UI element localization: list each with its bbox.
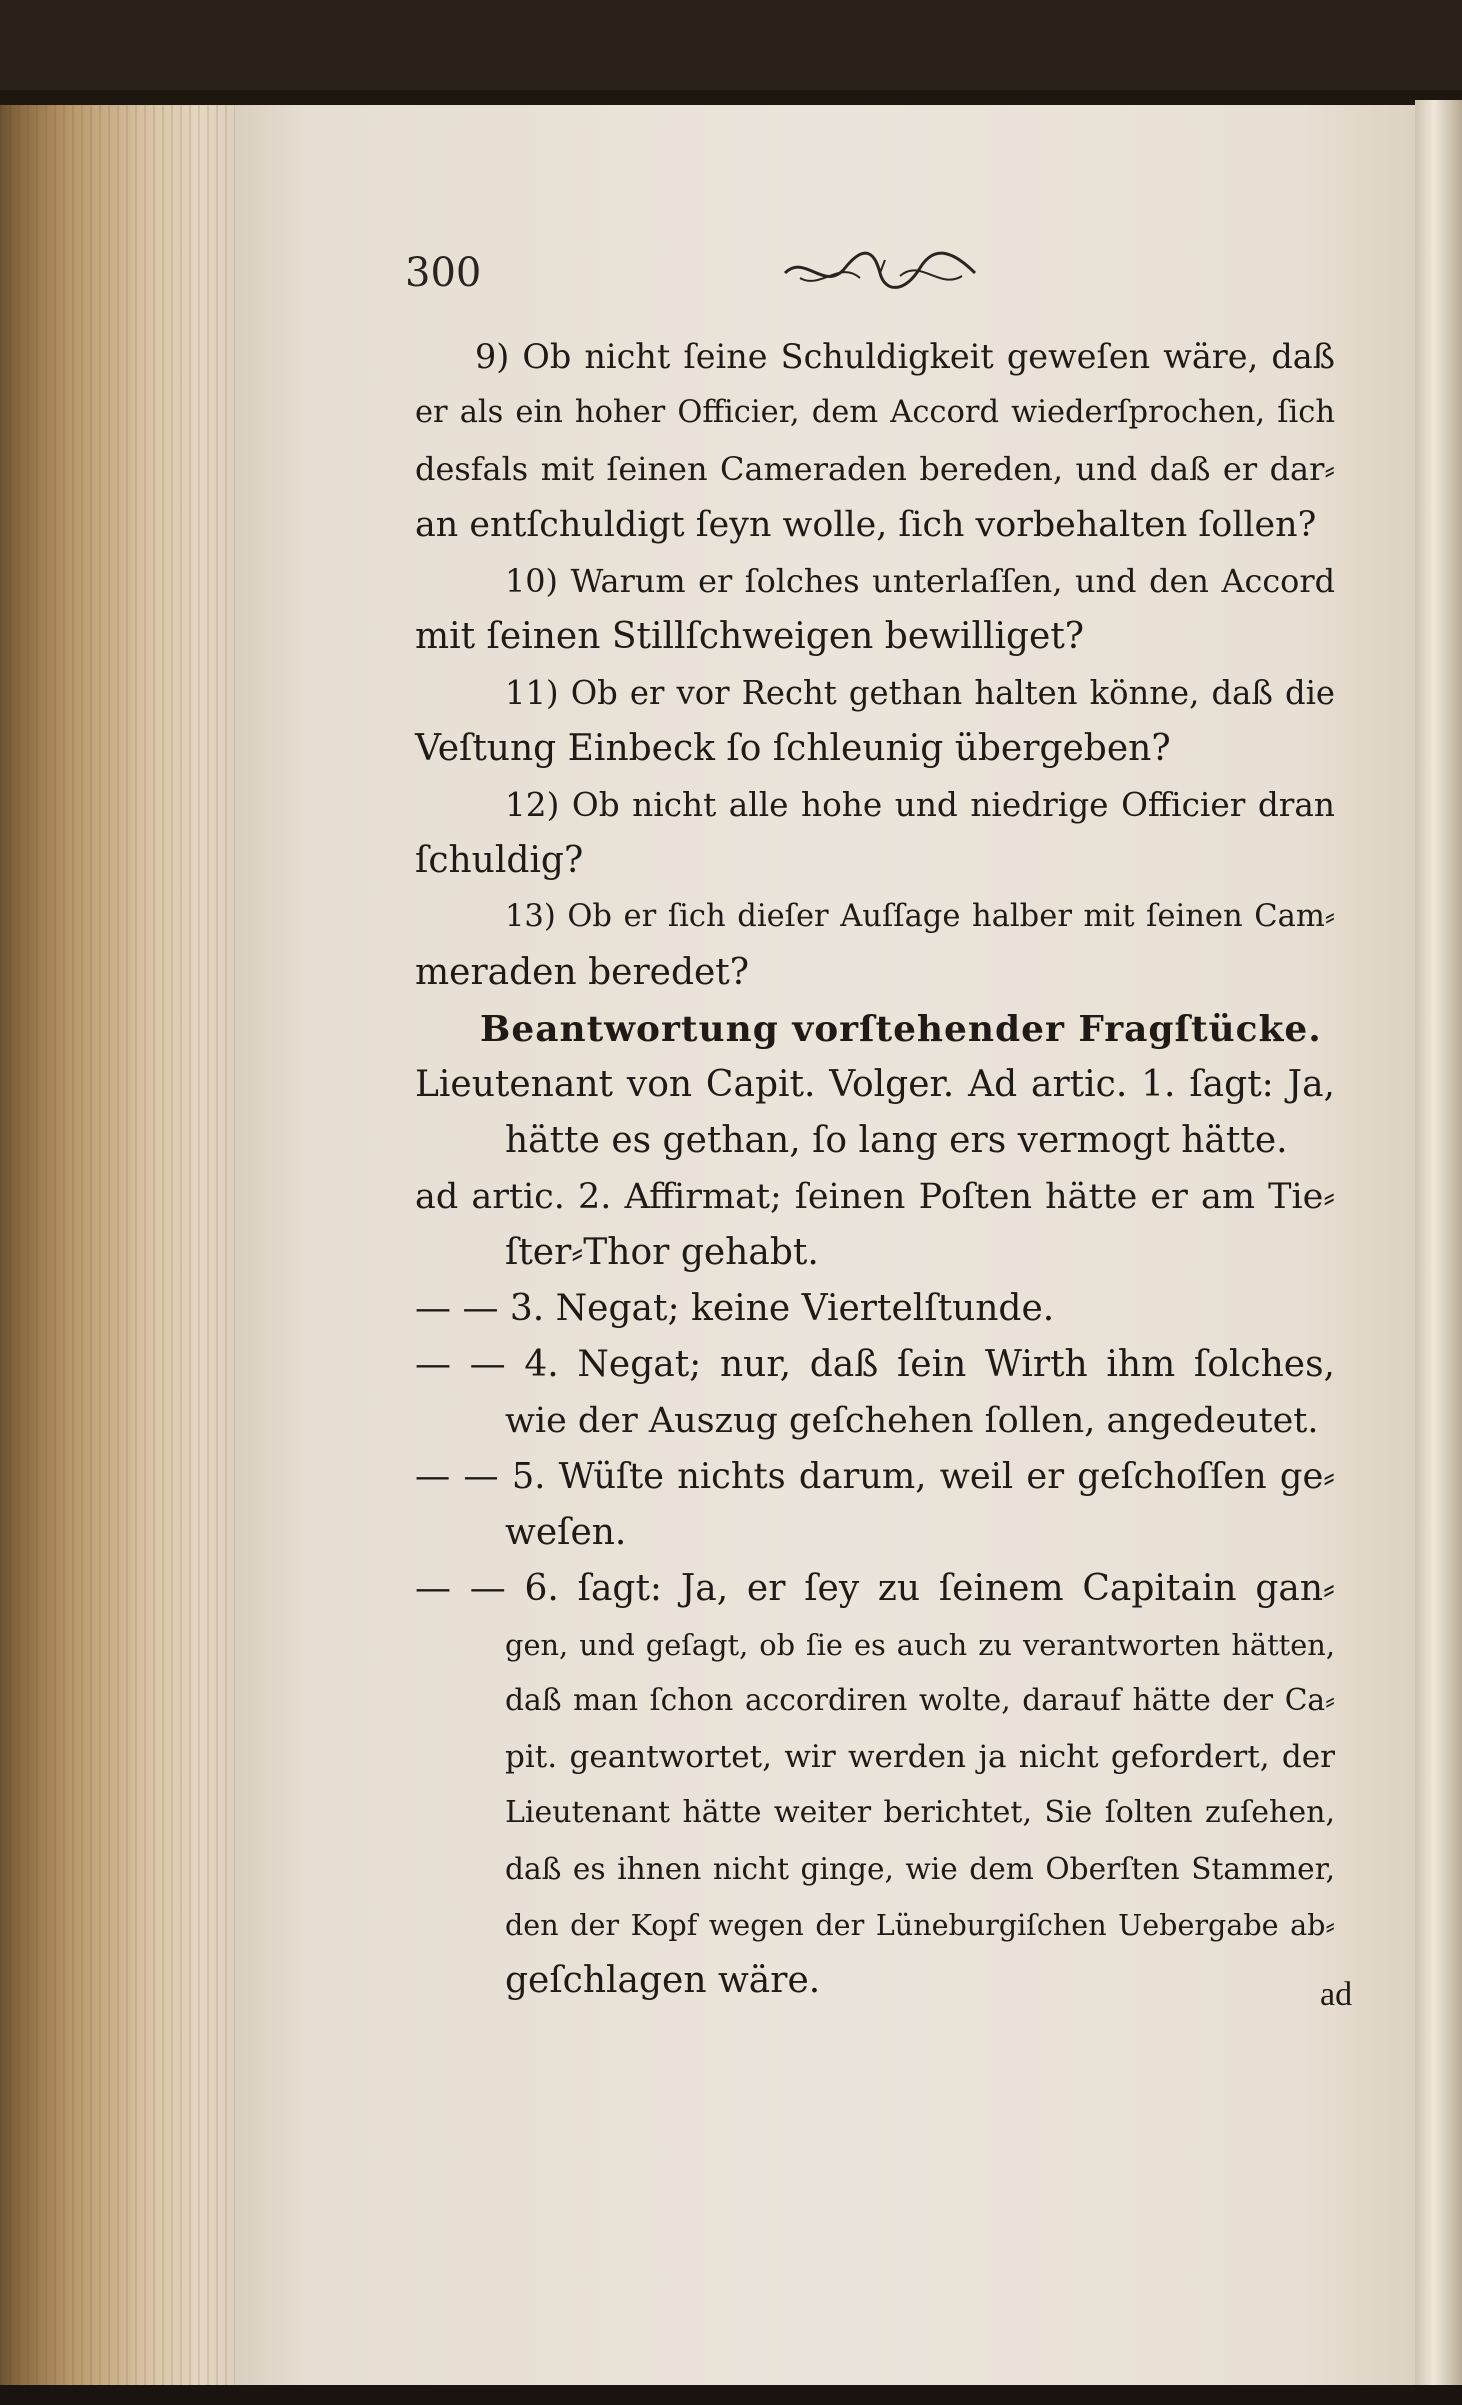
text-line: — — 5. Wüſte nichts darum, weil er geſchoſſen ge⸗ xyxy=(415,1456,1335,1497)
text-line: meraden beredet? xyxy=(415,952,750,993)
text-line: 9) Ob nicht ſeine Schuldigkeit geweſen wäre, daß xyxy=(475,337,1335,376)
text-line: weſen. xyxy=(505,1512,627,1553)
ornament-vignette-icon xyxy=(780,248,980,298)
page-number: 300 xyxy=(405,250,482,296)
page-header xyxy=(405,250,1325,310)
text-line: ſter⸗Thor gehabt. xyxy=(505,1232,819,1273)
text-line: ſchuldig? xyxy=(415,840,584,881)
text-line: — — 4. Negat; nur, daß ſein Wirth ihm ſolches, xyxy=(415,1344,1335,1385)
text-line: er als ein hoher Officier, dem Accord wiederſprochen, ſich xyxy=(415,395,1335,430)
text-line: daß es ihnen nicht ginge, wie dem Oberſten Stammer, xyxy=(505,1852,1335,1886)
text-line: Lieutenant hätte weiter berichtet, Sie ſolten zuſehen, xyxy=(505,1795,1335,1830)
catchword: ad xyxy=(1320,1976,1353,2013)
text-line: 12) Ob nicht alle hohe und niedrige Officier dran xyxy=(505,786,1335,824)
text-line: 10) Warum er ſolches unterlaſſen, und den Accord xyxy=(505,562,1335,600)
text-line: gen, und geſagt, ob ſie es auch zu verantworten hätten, xyxy=(505,1628,1335,1662)
text-line: Lieutenant von Capit. Volger. Ad artic. 1. ſagt: Ja, xyxy=(415,1064,1335,1105)
text-line: pit. geantwortet, wir werden ja nicht gefordert, der xyxy=(505,1739,1335,1775)
text-line: — — 6. ſagt: Ja, er ſey zu ſeinem Capitain gan⸗ xyxy=(415,1568,1335,1609)
text-line: mit ſeinen Stillſchweigen bewilliget? xyxy=(415,616,1085,657)
page-stack-edge xyxy=(0,105,235,2395)
text-line: desfals mit ſeinen Cameraden bereden, und daß er dar⸗ xyxy=(415,450,1335,488)
text-line: wie der Auszug geſchehen ſollen, angedeutet. xyxy=(505,1401,1319,1441)
text-line: hätte es gethan, ſo lang ers vermogt hätte. xyxy=(505,1120,1288,1161)
text-line: 13) Ob er ſich dieſer Auſſage halber mit ſeinen Cam⸗ xyxy=(505,899,1335,934)
text-line: 11) Ob er vor Recht gethan halten könne, daß die xyxy=(505,674,1335,712)
text-line: den der Kopf wegen der Lüneburgiſchen Uebergabe ab⸗ xyxy=(505,1908,1335,1942)
section-heading: Beantwortung vorſtehender Fragſtücke. xyxy=(480,1008,1322,1050)
text-line: — — 3. Negat; keine Viertelſtunde. xyxy=(415,1288,1055,1329)
text-line: daß man ſchon accordiren wolte, darauf hätte der Ca⸗ xyxy=(505,1683,1335,1718)
text-line: an entſchuldigt ſeyn wolle, ſich vorbehalten ſollen? xyxy=(415,505,1317,545)
text-line: Veſtung Einbeck ſo ſchleunig übergeben? xyxy=(415,728,1171,769)
text-line: ad artic. 2. Affirmat; ſeinen Poſten hätte er am Tie⸗ xyxy=(415,1177,1335,1217)
text-line: geſchlagen wäre. xyxy=(505,1960,821,2001)
bottom-shadow xyxy=(0,2385,1462,2405)
facing-page-edge xyxy=(1415,100,1462,2395)
